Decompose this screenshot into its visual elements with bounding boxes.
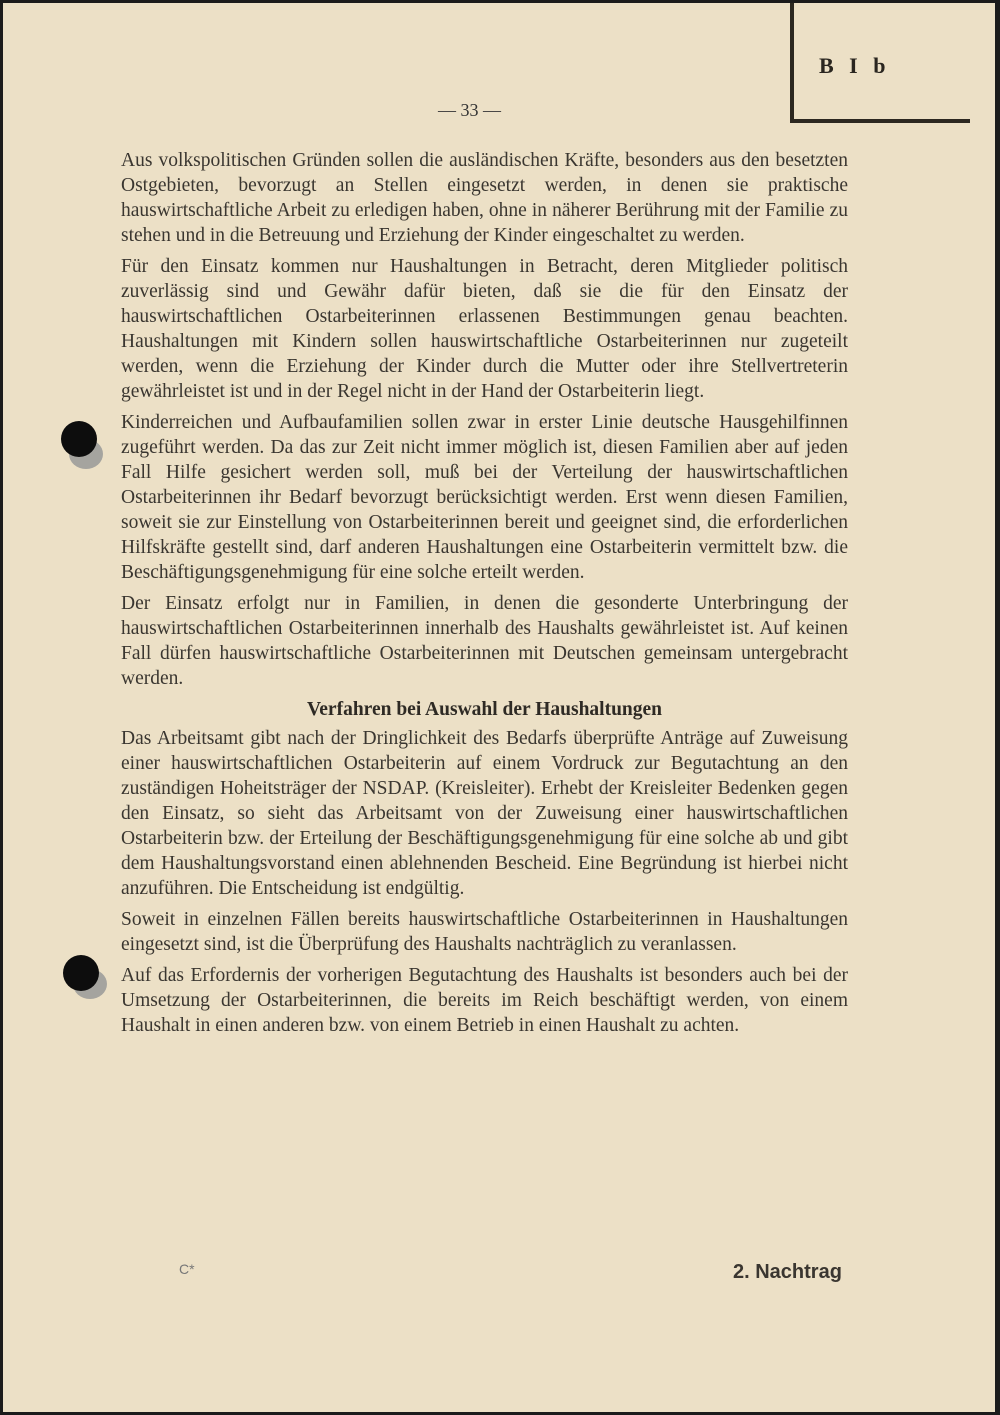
- paragraph: Das Arbeitsamt gibt nach der Dringlichkeit des Bedarfs überprüfte Anträge auf Zuweisung einer hauswirtschaftlichen Ostarbeiterin auf einem Vordruck zur Begutachtung an den zuständigen Hoheitsträger der NSDAP. (Kreisleiter). Erhebt der Kreisleiter Bedenken gegen den Einsatz, so sieht das Arbeitsamt von der Zuweisung einer hauswirtschaftlichen Ostarbeiterin bzw. der Erteilung der Beschäftigungsgenehmigung für eine solche ab und gibt dem Haushaltungsvorstand einen ablehnenden Bescheid. Eine Begründung ist hierbei nicht anzuführen. Die Entscheidung ist endgültig.: [121, 728, 848, 899]
- body-text: [121, 148, 848, 1044]
- supplement-label: 2. Nachtrag: [733, 1261, 842, 1283]
- paragraph: Der Einsatz erfolgt nur in Familien, in denen die gesonderte Unterbringung der hauswirtschaftlichen Ostarbeiterinnen innerhalb des Haushalts gewährleistet ist. Auf keinen Fall dürfen hauswirtschaftliche Ostarbeiterinnen mit Deutschen gemeinsam untergebracht werden.: [121, 593, 848, 689]
- printer-mark: C*: [179, 1261, 195, 1277]
- punch-hole-bottom: [63, 955, 99, 991]
- paragraph: Aus volkspolitischen Gründen sollen die ausländischen Kräfte, besonders aus den besetzten Ostgebieten, bevorzugt an Stellen eingesetzt werden, in denen sie praktische hauswirtschaftliche Arbeit zu erledigen haben, ohne in näherer Berührung mit der Familie zu stehen und in die Betreuung und Erziehung der Kinder eingeschaltet zu werden.: [121, 150, 848, 246]
- paragraph: Für den Einsatz kommen nur Haushaltungen in Betracht, deren Mitglieder politisch zuverlässig sind und Gewähr dafür bieten, daß sie die für den Einsatz der hauswirtschaftlichen Ostarbeiterinnen erlassenen Bestimmungen genau beachten. Haushaltungen mit Kindern sollen hauswirtschaftliche Ostarbeiterinnen nur zugeteilt werden, wenn die Erziehung der Kinder durch die Mutter oder ihre Stellvertreterin gewährleistet ist und in der Regel nicht in der Hand der Ostarbeiterin liegt.: [121, 256, 848, 402]
- document-page: [3, 3, 995, 1412]
- section-heading: Verfahren bei Auswahl der Haushaltungen: [306, 699, 663, 720]
- paragraph: Kinderreichen und Aufbaufamilien sollen zwar in erster Linie deutsche Hausgehilfinnen zugeführt werden. Da das zur Zeit nicht immer möglich ist, diesen Familien aber auf jeden Fall Hilfe gesichert werden soll, muß bei der Verteilung der hauswirtschaftlichen Ostarbeiterinnen ihr Bedarf bevorzugt berücksichtigt werden. Erst wenn diesen Familien, soweit sie zur Einstellung von Ostarbeiterinnen bereit und geeignet sind, die erforderlichen Hilfskräfte gestellt sind, darf anderen Haushaltungen eine Ostarbeiterin vermittelt bzw. die Beschäftigungsgenehmigung für eine solche erteilt werden.: [121, 412, 848, 583]
- punch-hole-top: [61, 421, 97, 457]
- classification-label: B I b: [819, 53, 891, 78]
- paragraph: Auf das Erfordernis der vorherigen Begutachtung des Haushalts ist besonders auch bei der Umsetzung der Ostarbeiterinnen, die bereits im Reich beschäftigt werden, von einem Haushalt in einen anderen bzw. von einem Betrieb in einen Haushalt zu achten.: [121, 965, 848, 1036]
- page-number: — 33 —: [438, 100, 501, 120]
- paragraph: Soweit in einzelnen Fällen bereits hauswirtschaftliche Ostarbeiterinnen in Haushaltungen eingesetzt sind, ist die Überprüfung des Haushalts nachträglich zu veranlassen.: [121, 909, 848, 955]
